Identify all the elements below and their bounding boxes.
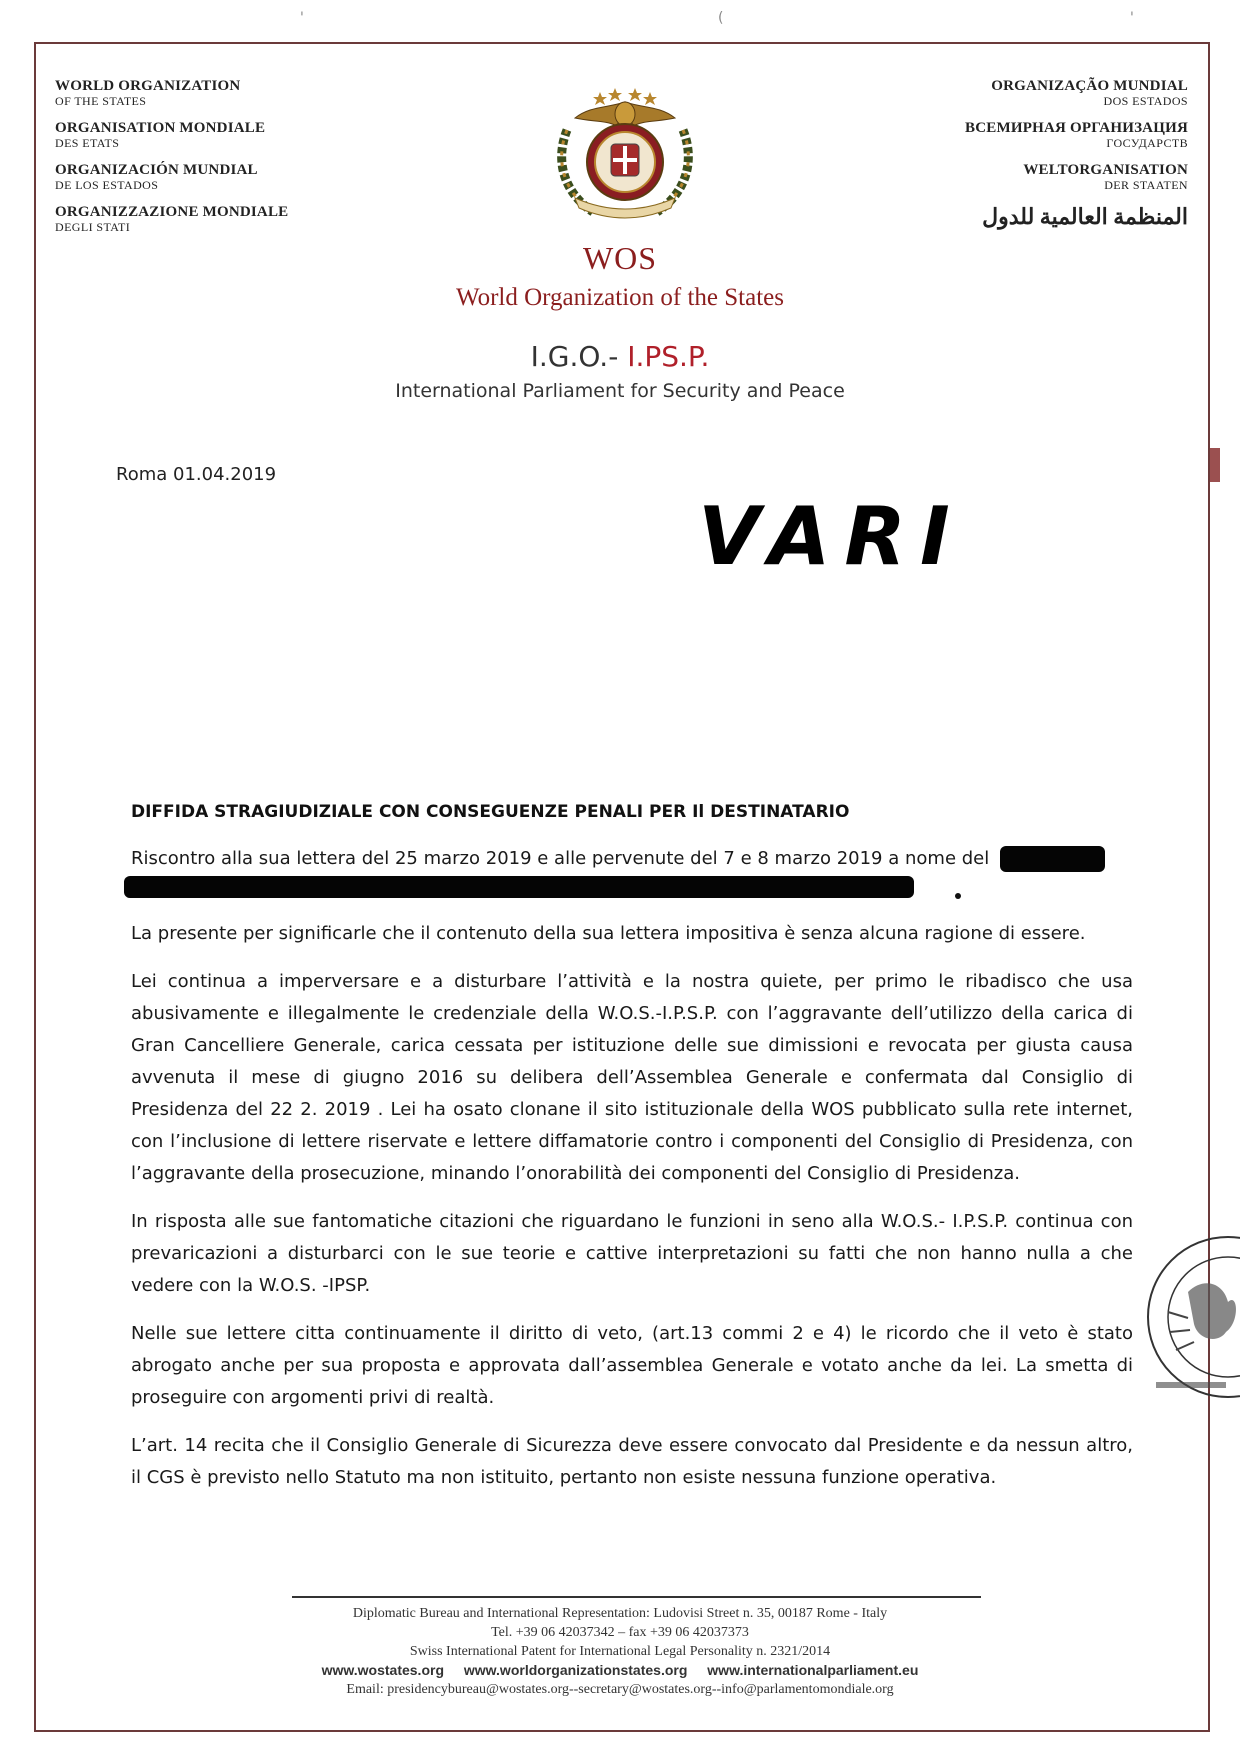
footer-websites: [0, 1661, 1240, 1680]
lang-portuguese: [965, 78, 1188, 108]
acronym-suffix: I.PS.P.: [627, 340, 710, 373]
letter-subject: DIFFIDA STRAGIUDIZIALE CON CONSEGUENZE PENALI PER Il DESTINATARIO: [131, 802, 850, 822]
lang-line2: DEGLI STATI: [55, 220, 131, 234]
org-acronym: [0, 340, 1240, 373]
lang-line1: ORGANIZAÇÃO MUNDIAL: [991, 78, 1188, 94]
parliament-name: International Parliament for Security and Peace: [395, 380, 845, 402]
letterhead-languages-right: [965, 78, 1188, 230]
footer-patent: Swiss International Patent for International Legal Personality n. 2321/2014: [409, 1644, 831, 1659]
lang-line2: DE LOS ESTADOS: [55, 178, 159, 192]
place-date: Roma 01.04.2019: [116, 464, 277, 485]
letterhead-languages-left: [55, 78, 288, 246]
lang-line2: DER STAATEN: [1104, 178, 1188, 192]
wos-emblem-icon: [545, 80, 705, 230]
footer-address: Diplomatic Bureau and International Representation: Ludovisi Street n. 35, 00187 Rome - Italy: [352, 1606, 888, 1621]
stray-dot: [955, 893, 961, 899]
org-code: WOS: [582, 240, 658, 276]
lang-line1: ВСЕМИРНАЯ ОРГАНИЗАЦИЯ: [965, 120, 1188, 136]
lang-line1: ORGANIZZAZIONE MONDIALE: [55, 204, 289, 220]
lang-english: [55, 78, 288, 108]
footer-rule: [292, 1596, 981, 1598]
lang-line2: DOS ESTADOS: [1103, 94, 1188, 108]
footer-email: Email: presidencybureau@wostates.org--secretary@wostates.org--info@parlamentomondiale.org: [346, 1682, 894, 1697]
lang-line2: DES ETATS: [55, 136, 120, 150]
lang-spanish: [55, 162, 288, 192]
lang-italian: [55, 204, 288, 234]
lang-line2: OF THE STATES: [55, 94, 147, 108]
lang-russian: [965, 120, 1188, 150]
redaction-bar: [1000, 846, 1105, 872]
website-link[interactable]: www.wostates.org: [321, 1662, 444, 1678]
org-name: World Organization of the States: [455, 284, 784, 311]
website-link[interactable]: www.worldorganizationstates.org: [463, 1662, 688, 1678]
redaction-bar: [124, 876, 914, 898]
recipient-label: VARI: [698, 490, 964, 583]
lang-french: [55, 120, 288, 150]
lang-line1: ORGANIZACIÓN MUNDIAL: [55, 162, 258, 178]
lang-line2: ГОСУДАРСТВ: [1106, 136, 1188, 150]
official-stamp-icon: [1128, 1232, 1240, 1402]
footer: [0, 1604, 1240, 1699]
reference-line: Riscontro alla sua lettera del 25 marzo 2019 e alle pervenute del 7 e 8 marzo 2019 a nome del: [131, 848, 990, 869]
lang-line1: WELTORGANISATION: [1023, 162, 1188, 178]
lang-line1: ORGANISATION MONDIALE: [55, 120, 266, 136]
website-link[interactable]: www.internationalparliament.eu: [707, 1662, 919, 1678]
lang-line1: WORLD ORGANIZATION: [55, 78, 241, 94]
lang-german: [965, 162, 1188, 192]
lang-arabic: المنظمة العالمية للدول: [982, 204, 1188, 229]
paragraph-2: Lei continua a imperversare e a disturbare l’attività e la nostra quiete, per primo le ribadisco che usa abusivamente e illegalmente le credenziale della W.O.S.-I.P.S.P. con l’aggravante dell’utilizzo della carica di Gran Cancelliere Generale, carica cessata per istituzione delle sue dimissioni e revocata per giusta causa avvenuta il mese di giugno 2016 su delibera dell’Assemblea Generale e confermata dal Consiglio di Presidenza del 22 2. 2019 . Lei ha osato clonane il sito istituzionale della WOS pubblicato sulla rete internet, con l’inclusione di lettere riservate e lettere diffamatorie contro i componenti del Consiglio di Presidenza, con l’aggravante della prosecuzione, minando l’onorabilità dei componenti del Consiglio di Presidenza.: [131, 971, 1133, 1184]
edge-tab: [1210, 448, 1220, 482]
footer-phone: Tel. +39 06 42037342 – fax +39 06 42037373: [491, 1625, 749, 1640]
paragraph-3: In risposta alle sue fantomatiche citazioni che riguardano le funzioni in seno alla W.O.S.- I.P.S.P. continua con prevaricazioni a disturbarci con le sue teorie e cattive interpretazioni su fatti che non hanno nulla a che vedere con la W.O.S. -IPSP.: [131, 1211, 1133, 1296]
acronym-prefix: I.G.O.-: [530, 340, 628, 373]
paragraph-1: La presente per significarle che il contenuto della sua lettera impositiva è senza alcuna ragione di essere.: [131, 923, 1086, 944]
paragraph-5: L’art. 14 recita che il Consiglio Generale di Sicurezza deve essere convocato dal Presidente e da nessun altro, il CGS è previsto nello Statuto ma non istituito, pertanto non esiste nessuna funzione operativa.: [131, 1435, 1133, 1488]
paragraph-4: Nelle sue lettere citta continuamente il diritto di veto, (art.13 commi 2 e 4) le ricordo che il veto è stato abrogato anche per sua proposta e approvata dall’assemblea Generale e votato anche da lei. La smetta di proseguire con argomenti privi di realtà.: [131, 1323, 1133, 1408]
